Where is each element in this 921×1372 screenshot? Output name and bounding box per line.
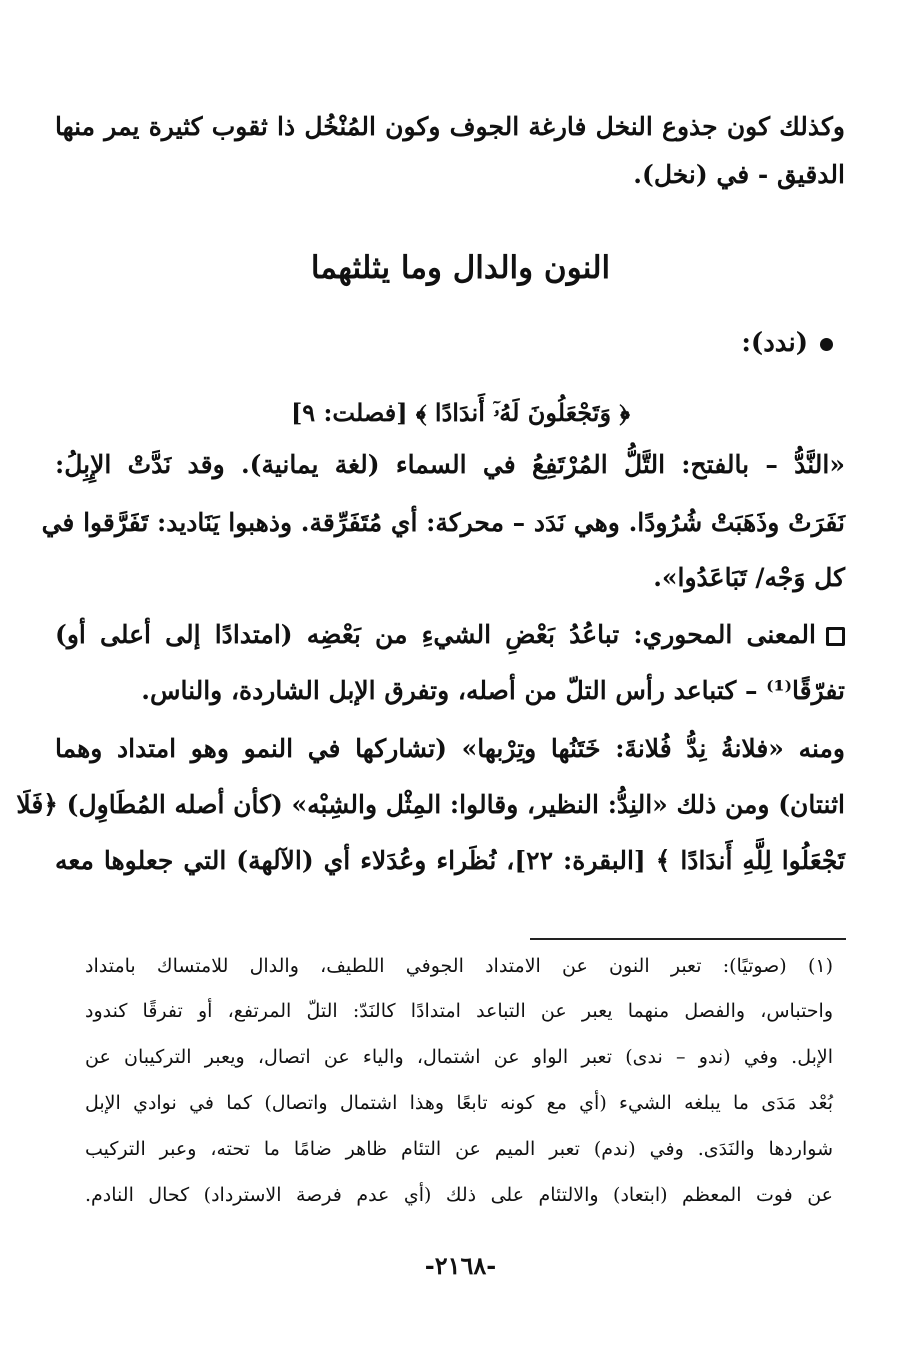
examples-line-2: اثنتان) ومن ذلك «النِدُّ: النظير، وقالوا: المِثْل والشِبْه» (كأن أصله المُطَاوِل) ﴿فَلَا xyxy=(16,790,845,819)
footnote-line-3: الإبل. وفي (ندو – ندى) تعبر الواو عن اشتمال، والياء عن اتصال، ويعبر التركيبان عن xyxy=(85,1046,833,1068)
footnote-line-4: بُعْد مَدَى ما يبلغه الشيء (أي مع كونه تابعًا وهذا اشتمال واتصال) كما في نوادي الإبل xyxy=(85,1092,833,1114)
entry-root xyxy=(741,328,833,358)
footnote-line-5: شواردها والنَدَى. وفي (ندم) تعبر الميم عن التئام ظاهر ضامًا ما تحته، وعبر التركيب xyxy=(85,1138,833,1160)
examples-line-3: تَجْعَلُوا لِلَّهِ أَندَادًا ﴾ [البقرة: ٢٢]، نُظَراء وعُدَلاء أي (الآلهة) التي جعلوها معه xyxy=(55,846,845,875)
definition-line-3: كل وَجْه/ تَبَاعَدُوا». xyxy=(653,563,845,592)
definition-line-1: «النَّدُّ – بالفتح: التَّلُّ المُرْتَفِعُ في السماء (لغة يمانية). وقد نَدَّتْ الإِبِلُ: xyxy=(55,450,845,479)
footnote-line-2: واحتباس، والفصل منهما يعبر عن التباعد امتدادًا كالنَدّ: التلّ المرتفع، أو تفرقًا كندود xyxy=(85,1000,833,1022)
section-title: النون والدال وما يثلثهما xyxy=(310,250,611,286)
core-meaning-text-1: المعنى المحوري: تباعُدُ بَعْضِ الشيءِ من بَعْضِه (امتدادًا إلى أعلى أو) xyxy=(55,620,816,649)
core-meaning-line-2: تفرّقًا⁽¹⁾ – كتباعد رأس التلّ من أصله، وتفرق الإبل الشاردة، والناس. xyxy=(141,676,845,705)
definition-line-2: نَفَرَتْ وذَهَبَتْ شُرُودًا. وهي نَدَد – محركة: أي مُتَفَرِّقة. وذهبوا يَنَاديد: تَفَرَّقوا في xyxy=(41,508,845,537)
square-bullet-icon xyxy=(826,627,845,646)
intro-line-2: الدقيق - في (نخل). xyxy=(633,160,845,189)
footnote-separator xyxy=(530,938,846,940)
bullet-icon xyxy=(820,338,833,351)
quran-verse: ﴿ وَتَجْعَلُونَ لَهُۥٓ أَندَادًا ﴾ [فصلت: ٩] xyxy=(290,398,631,427)
footnote-line-1: (١) (صوتيًا): تعبر النون عن الامتداد الجوفي اللطيف، والدال للامتساك بامتداد xyxy=(85,955,833,977)
intro-line-1: وكذلك كون جذوع النخل فارغة الجوف وكون المُنْخُل ذا ثقوب كثيرة يمر منها xyxy=(55,112,845,141)
core-meaning-line-1 xyxy=(55,620,845,649)
footnote-line-6: عن فوت المعظم (ابتعاد) والالتئام على ذلك (أي عدم فرصة الاسترداد) كحال النادم. xyxy=(85,1184,833,1206)
examples-line-1: ومنه «فلانةُ نِدُّ فُلانةَ: خَتَنُها وتِرْبها» (تشاركها في النمو وهو امتداد وهما xyxy=(55,734,845,763)
entry-root-label: (ندد): xyxy=(741,328,808,358)
page-number: -٢١٦٨- xyxy=(424,1251,497,1280)
